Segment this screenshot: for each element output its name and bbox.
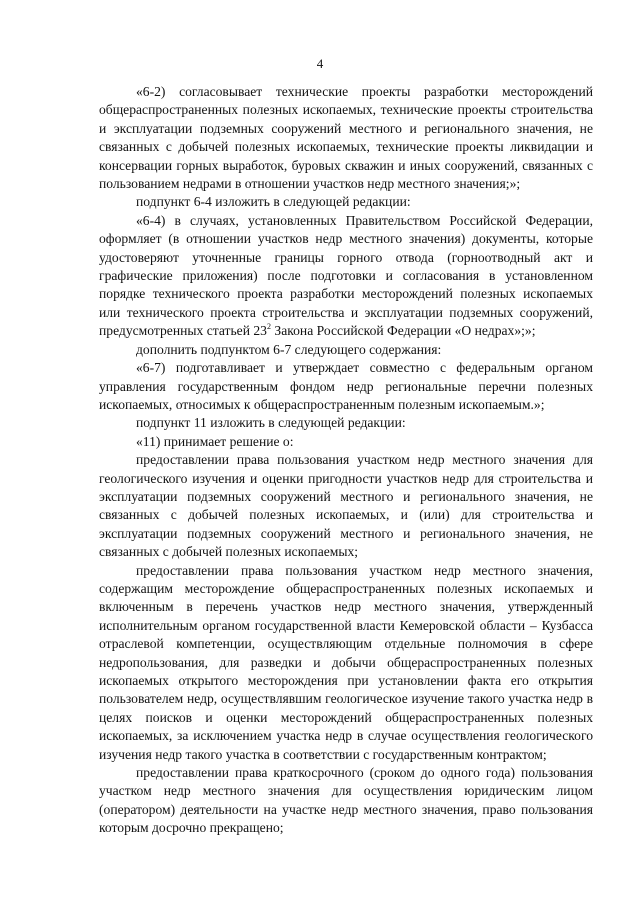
article-superscript: 2 (266, 321, 271, 331)
paragraph-deposit-extraction: предоставлении права пользования участком недр местного значения, содержащим месторождение общераспространенных полезных ископаемых и включенным в перечень участков недр местного значения, утвержденный исполнительным органом государственной власти Кемеровской области – Кузбасса отраслевой компетенции, осуществляющим отдельные полномочия в сфере недропользования, для разведки и добычи общераспространенных полезных ископаемых открытого месторождения при установлении факта его открытия пользователем недр, осуществлявшим геологическое изучение такого участка недр в целях поисков и оценки месторождений общераспространенных полезных ископаемых, за исключением участка недр в случае осуществления геологического изучения недр такого участка в соответствии с государственным контрактом; (99, 562, 593, 762)
paragraph-6-4-text: «6-4) в случаях, установленных Правительством Российской Федерации, оформляет (в отношении участков недр местного значения) документы, которые удостоверяют уточненные границы горного отвода (горноотводный акт и графические приложения) после подготовки и согласования в установленном порядке технического проекта разработки месторождений полезных ископаемых или технического проекта строительства и эксплуатации подземных сооружений, предусмотренных статьей 23 (99, 212, 593, 339)
paragraph-6-7: «6-7) подготавливает и утверждает совместно с федеральным органом управления государственным фондом недр региональные перечни полезных ископаемых, относимых к общераспространенным полезным ископаемым.»; (99, 360, 593, 412)
paragraph-11: «11) принимает решение о: (136, 433, 294, 449)
paragraph-6-4-text-end: Закона Российской Федерации «О недрах»;»; (270, 323, 536, 339)
paragraph-geological-study: предоставлении права пользования участком недр местного значения для геологического изучения и оценки пригодности участков недр для строительства и эксплуатации подземных сооружений местного и регионального значения, не связанных с добычей полезных ископаемых, и (или) для строительства и эксплуатации подземных сооружений местного и регионального значения, не связанных с добычей полезных ископаемых; (99, 452, 593, 560)
paragraph-amend-6-4: подпункт 6-4 изложить в следующей редакции: (136, 194, 411, 210)
paragraph-short-term-use: предоставлении права краткосрочного (сроком до одного года) пользования участком недр местного значения для осуществления юридическим лицом (оператором) деятельности на участке недр местного значения, право пользования которым досрочно прекращено; (99, 765, 593, 836)
document-body (99, 83, 593, 838)
paragraph-6-4 (99, 212, 593, 341)
paragraph-amend-11: подпункт 11 изложить в следующей редакции: (136, 415, 406, 431)
paragraph-add-6-7: дополнить подпунктом 6-7 следующего содержания: (136, 341, 442, 357)
page-number: 4 (316, 56, 324, 71)
paragraph-6-2: «6-2) согласовывает технические проекты разработки месторождений общераспространенных полезных ископаемых, технические проекты строительства и эксплуатации подземных сооружений местного и регионального значения, не связанных с добычей полезных ископаемых, технические проекты ликвидации и консервации горных выработок, буровых скважин и иных сооружений, связанных с пользованием недрами в отношении участков недр местного значения;»; (99, 84, 593, 192)
